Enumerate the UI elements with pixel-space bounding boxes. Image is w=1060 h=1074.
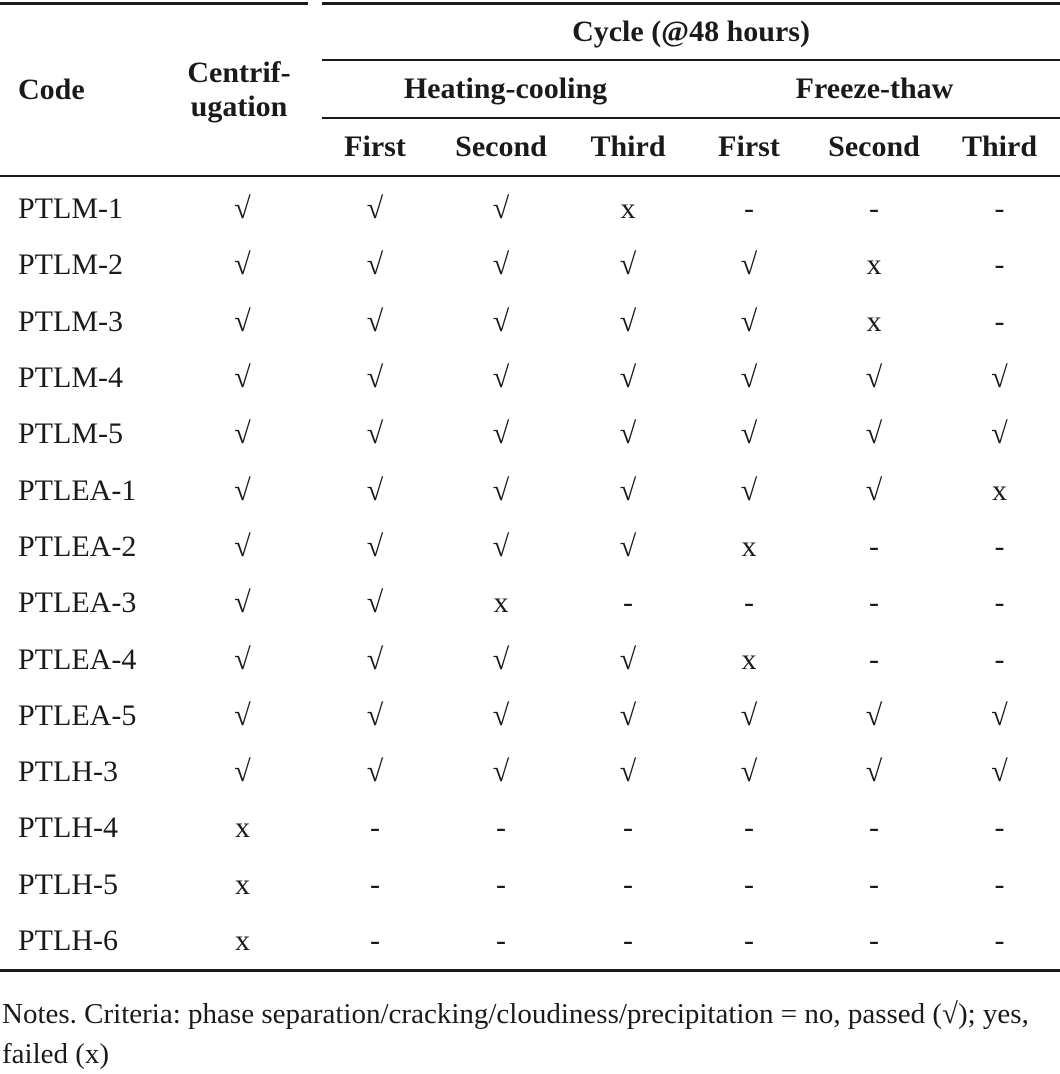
row-cell: √ <box>740 417 758 451</box>
row-code: PTLM-1 <box>18 192 123 226</box>
row-cell: √ <box>234 642 251 676</box>
header-heating-cooling: Heating-cooling <box>315 60 689 118</box>
row-code: PTLEA-3 <box>18 586 137 620</box>
row-cell: - <box>869 586 879 620</box>
row-cell: √ <box>619 698 637 732</box>
row-cell: √ <box>619 755 637 789</box>
table-row <box>0 350 1060 406</box>
row-code: PTLH-4 <box>18 811 118 845</box>
row-cell: - <box>744 586 754 620</box>
row-cell: √ <box>234 473 251 507</box>
row-cell: √ <box>991 417 1008 451</box>
row-cell: - <box>370 867 380 901</box>
row-cell: √ <box>234 586 251 620</box>
row-cell: x <box>235 811 250 845</box>
row-cell: x <box>741 529 757 563</box>
row-cell: √ <box>366 248 384 282</box>
row-cell: √ <box>492 417 510 451</box>
header-hc-first: First <box>315 118 435 176</box>
row-cell: √ <box>366 192 384 226</box>
row-code: PTLM-2 <box>18 248 123 282</box>
row-cell: √ <box>492 192 510 226</box>
table-row <box>0 800 1060 856</box>
table-body <box>0 176 1060 971</box>
row-cell: √ <box>865 361 883 395</box>
row-cell: √ <box>492 642 510 676</box>
row-cell: √ <box>234 417 251 451</box>
table-row <box>0 744 1060 800</box>
row-cell: √ <box>492 755 510 789</box>
row-cell: √ <box>234 698 251 732</box>
row-cell: - <box>994 811 1005 845</box>
row-cell: - <box>869 529 879 563</box>
table-row <box>0 688 1060 744</box>
row-cell: √ <box>366 529 384 563</box>
row-cell: √ <box>366 417 384 451</box>
row-cell: √ <box>492 248 510 282</box>
row-cell: - <box>994 304 1005 338</box>
row-cell: √ <box>492 304 510 338</box>
row-cell: x <box>620 192 636 226</box>
row-cell: √ <box>234 304 251 338</box>
header-cycle: Cycle (@48 hours) <box>315 4 1060 61</box>
row-cell: x <box>170 913 315 971</box>
header-centrifugation-line1: Centrif- <box>187 56 291 89</box>
row-cell: √ <box>234 529 251 563</box>
row-cell: √ <box>366 642 384 676</box>
row-cell: - <box>994 248 1005 282</box>
table-row <box>0 294 1060 350</box>
row-cell: - <box>809 913 939 971</box>
row-code: PTLM-4 <box>18 361 123 395</box>
row-cell: √ <box>619 417 637 451</box>
row-cell: x <box>493 586 509 620</box>
row-code: PTLEA-4 <box>18 642 137 676</box>
row-cell: √ <box>366 473 384 507</box>
row-code: PTLH-6 <box>0 913 170 971</box>
row-code: PTLEA-2 <box>18 529 137 563</box>
row-cell: √ <box>366 755 384 789</box>
row-code: PTLEA-1 <box>18 473 137 507</box>
table-row <box>0 631 1060 687</box>
row-cell: - <box>315 913 435 971</box>
row-cell: √ <box>865 698 883 732</box>
row-code: PTLM-3 <box>18 304 123 338</box>
row-cell: √ <box>234 192 251 226</box>
row-cell: - <box>689 913 809 971</box>
row-cell: √ <box>865 473 883 507</box>
table-row <box>0 462 1060 518</box>
row-cell: √ <box>740 698 758 732</box>
row-cell: √ <box>492 361 510 395</box>
row-cell: - <box>623 811 633 845</box>
row-code: PTLEA-5 <box>18 698 137 732</box>
stability-table <box>0 2 1060 972</box>
table-row <box>0 913 1060 971</box>
row-cell: - <box>869 642 879 676</box>
row-cell: √ <box>492 473 510 507</box>
table-row <box>0 176 1060 237</box>
row-cell: x <box>741 642 757 676</box>
row-cell: - <box>994 192 1005 226</box>
row-code: PTLM-5 <box>18 417 123 451</box>
row-cell: √ <box>740 304 758 338</box>
row-cell: - <box>994 529 1005 563</box>
row-cell: √ <box>366 304 384 338</box>
row-cell: - <box>744 867 754 901</box>
row-cell: √ <box>234 755 251 789</box>
row-cell: √ <box>366 698 384 732</box>
header-hc-third: Third <box>567 118 689 176</box>
row-cell: x <box>866 304 882 338</box>
row-cell: √ <box>619 248 637 282</box>
row-cell: x <box>866 248 882 282</box>
row-cell: - <box>623 586 633 620</box>
row-cell: - <box>994 867 1005 901</box>
row-cell: √ <box>234 361 251 395</box>
header-ft-first: First <box>689 118 809 176</box>
row-cell: √ <box>492 698 510 732</box>
table-row <box>0 519 1060 575</box>
row-cell: - <box>370 811 380 845</box>
row-cell: x <box>992 473 1007 507</box>
table-header <box>0 4 1060 177</box>
row-cell: - <box>744 811 754 845</box>
row-code: PTLH-5 <box>18 867 118 901</box>
row-cell: - <box>869 811 879 845</box>
header-freeze-thaw: Freeze-thaw <box>689 60 1060 118</box>
header-ft-second: Second <box>809 118 939 176</box>
row-cell: √ <box>619 529 637 563</box>
row-cell: √ <box>865 417 883 451</box>
table-row <box>0 857 1060 913</box>
row-cell: √ <box>366 586 384 620</box>
row-cell: - <box>496 811 506 845</box>
header-centrifugation-line2: ugation <box>190 90 288 123</box>
row-cell: - <box>869 867 879 901</box>
table-notes: Notes. Criteria: phase separation/cracking/cloudiness/precipitation = no, passed (√); yes, failed (x) <box>2 998 1029 1071</box>
row-cell: x <box>235 867 250 901</box>
row-cell: √ <box>991 698 1008 732</box>
row-cell: √ <box>991 755 1008 789</box>
row-cell: √ <box>492 529 510 563</box>
row-cell: - <box>994 642 1005 676</box>
header-ft-third: Third <box>939 118 1060 176</box>
row-cell: √ <box>619 361 637 395</box>
header-hc-second: Second <box>435 118 567 176</box>
row-cell: - <box>435 913 567 971</box>
table-row <box>0 237 1060 293</box>
row-cell: √ <box>865 755 883 789</box>
row-cell: √ <box>366 361 384 395</box>
table-row <box>0 406 1060 462</box>
row-cell: - <box>939 913 1060 971</box>
row-cell: - <box>623 867 633 901</box>
row-cell: √ <box>619 473 637 507</box>
row-code: PTLH-3 <box>18 755 118 789</box>
row-cell: √ <box>740 473 758 507</box>
row-cell: √ <box>619 304 637 338</box>
row-cell: - <box>496 867 506 901</box>
row-cell: √ <box>234 248 251 282</box>
header-code: Code <box>0 4 170 177</box>
table-row <box>0 575 1060 631</box>
row-cell: √ <box>740 755 758 789</box>
header-centrifugation <box>170 4 315 177</box>
row-cell: - <box>744 192 754 226</box>
row-cell: √ <box>740 248 758 282</box>
row-cell: - <box>869 192 879 226</box>
stability-table-figure <box>0 2 1060 1074</box>
row-cell: √ <box>991 361 1008 395</box>
row-cell: - <box>567 913 689 971</box>
row-cell: √ <box>619 642 637 676</box>
row-cell: √ <box>740 361 758 395</box>
row-cell: - <box>994 586 1005 620</box>
